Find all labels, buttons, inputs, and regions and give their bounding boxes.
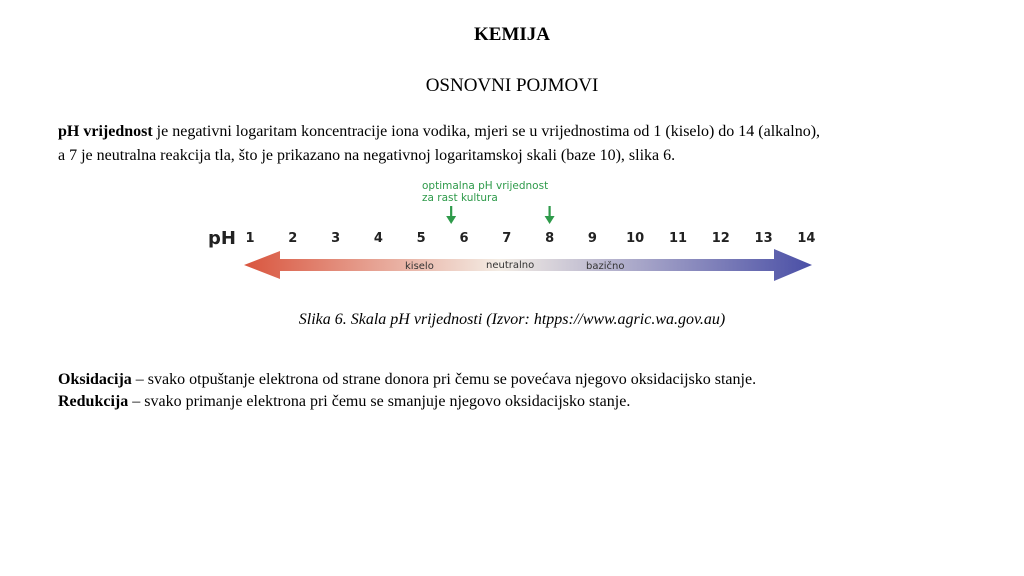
ph-scale-number: 11	[668, 231, 688, 246]
ph-scale-number: 14	[797, 231, 816, 246]
ph-scale-number: 12	[711, 231, 730, 246]
optimal-annotation-line-1: optimalna pH vrijednost	[422, 180, 549, 192]
ph-scale-number: 4	[373, 231, 383, 246]
reduction-definition	[58, 391, 988, 413]
ph-definition-line-2: a 7 je neutralna reakcija tla, što je prikazano na negativnoj logaritamskoj skali (baze 10), slika 6.	[58, 147, 676, 164]
ph-scale-number: 9	[587, 231, 597, 246]
ph-scale-numbers	[245, 231, 815, 246]
ph-definition-text: je negativni logaritam koncentracije iona vodika, mjeri se u vrijednostima od 1 (kiselo) do 14 (alkalno),	[152, 123, 821, 140]
ph-axis-label: pH	[208, 228, 236, 249]
ph-scale-number: 5	[416, 231, 426, 246]
ph-definition-line-1	[58, 120, 988, 144]
ph-term: pH vrijednost	[58, 123, 153, 140]
reduction-term: Redukcija	[58, 393, 129, 410]
ph-scale-number: 3	[331, 231, 341, 246]
figure-caption: Slika 6. Skala pH vrijednosti (Izvor: htpps://www.agric.wa.gov.au)	[298, 311, 726, 328]
oxidation-definition	[58, 369, 988, 391]
oxidation-term: Oksidacija	[58, 371, 132, 388]
ph-scale-number: 1	[245, 231, 255, 246]
oxidation-text: – svako otpuštanje elektrona od strane donora pri čemu se povećava njegovo oksidacijsko stanje.	[131, 371, 757, 388]
basic-label: bazično	[586, 261, 625, 272]
optimal-marker-arrow	[545, 206, 555, 224]
ph-definition-paragraph	[58, 120, 988, 168]
page-title: KEMIJA	[474, 24, 550, 45]
ph-scale-number: 13	[754, 231, 773, 246]
optimal-range-markers	[446, 206, 554, 224]
ph-scale-number: 8	[545, 231, 555, 246]
ph-scale-number: 6	[459, 231, 469, 246]
ph-scale-figure	[200, 172, 824, 290]
reduction-text: – svako primanje elektrona pri čemu se smanjuje njegovo oksidacijsko stanje.	[128, 393, 631, 410]
page-subtitle: OSNOVNI POJMOVI	[425, 75, 599, 96]
ph-scale-number: 2	[288, 231, 298, 246]
ph-scale-number: 7	[502, 231, 512, 246]
neutral-label: neutralno	[486, 260, 535, 271]
optimal-marker-arrow	[446, 206, 456, 224]
optimal-annotation-line-2: za rast kultura	[422, 192, 498, 204]
ph-scale-number: 10	[626, 231, 645, 246]
acid-label: kiselo	[405, 261, 434, 272]
redox-definitions	[58, 369, 988, 413]
